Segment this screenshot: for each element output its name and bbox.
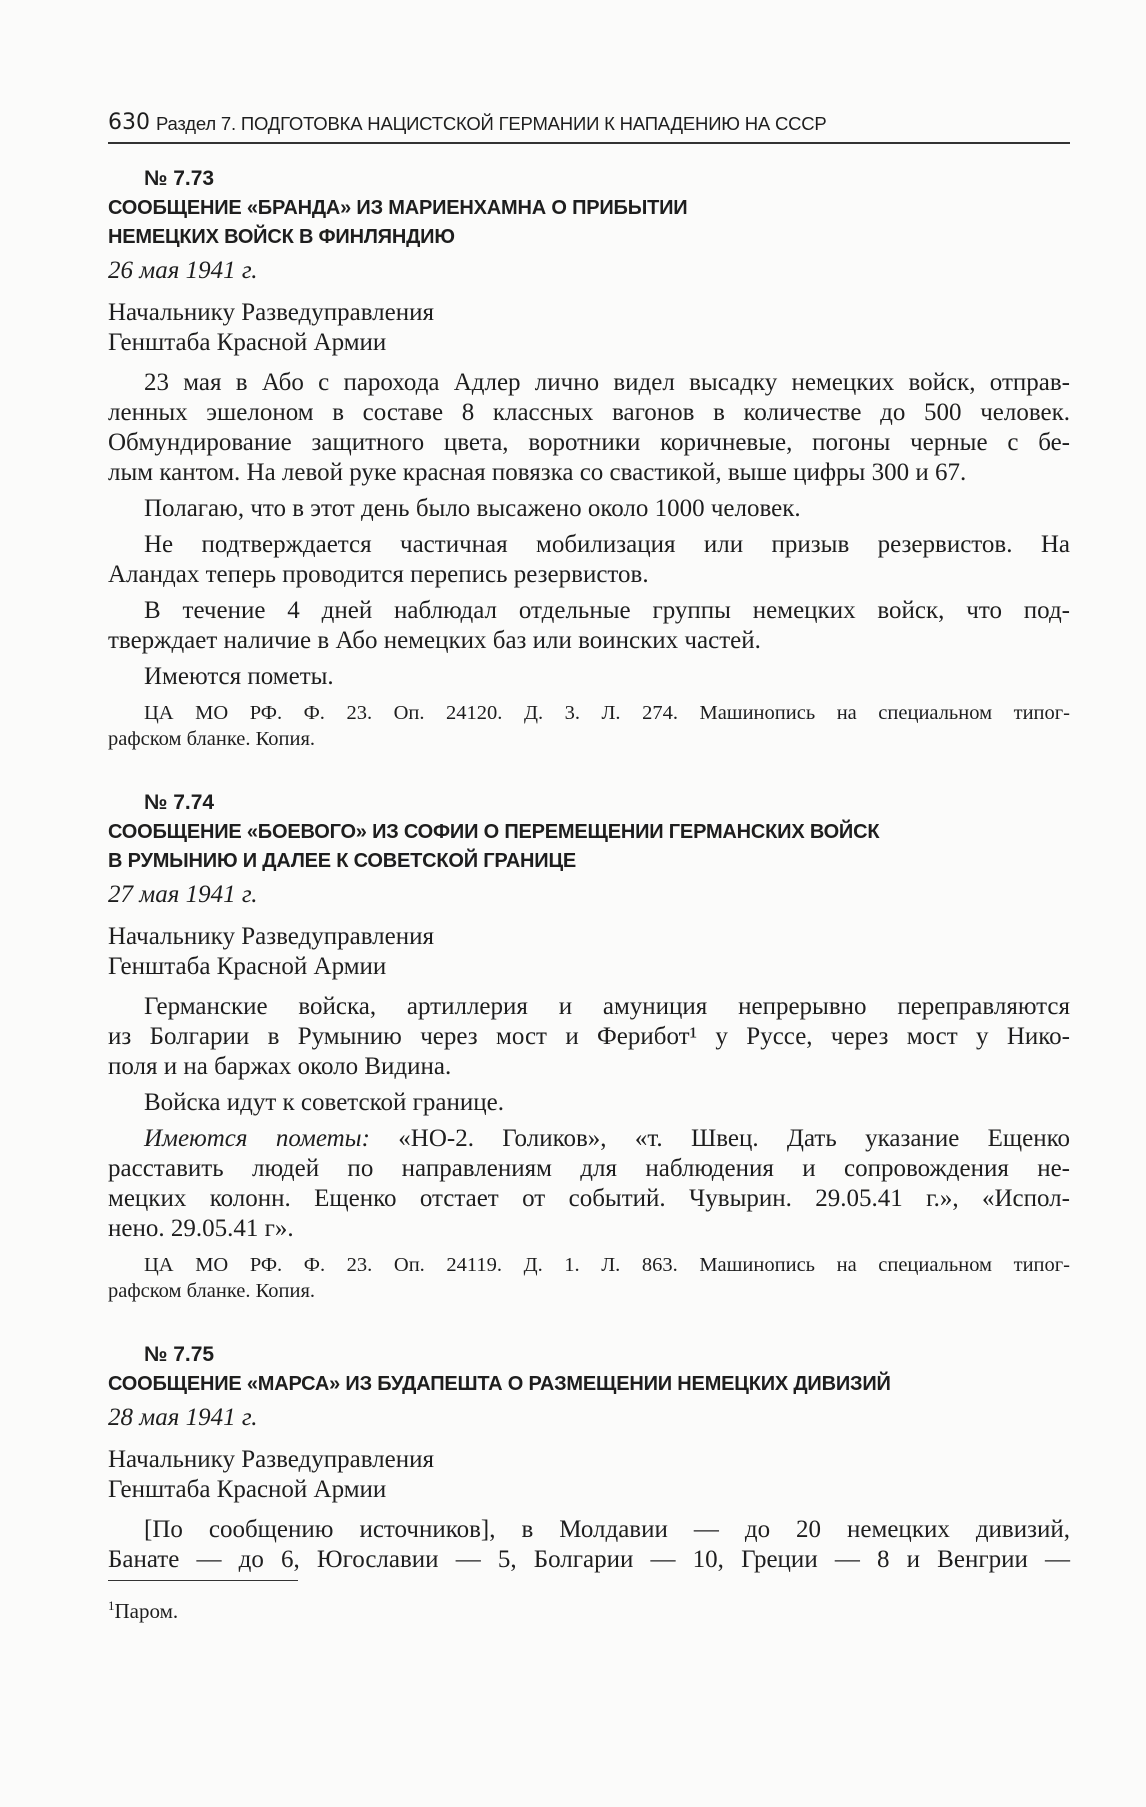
addressee-line: Генштаба Красной Армии [108,1476,387,1503]
addressee-line: Начальнику Разведуправления [108,1446,435,1473]
addressee-line: Генштаба Красной Армии [108,329,387,356]
paragraph [108,1088,1070,1118]
document-title-line: В РУМЫНИЮ И ДАЛЕЕ К СОВЕТСКОЙ ГРАНИЦЕ [108,850,577,872]
text-line: тверждает наличие в Або немецких баз или воинских частей. [108,627,761,654]
footnote-text: Паром. [114,1599,179,1623]
document [108,788,1070,1304]
text-line: Не подтверждается частичная мобилизация или призыв резервистов. На [144,531,1070,558]
document [108,1340,1070,1575]
paragraph [108,1124,1070,1244]
page-number: 630 [108,110,150,135]
running-header [108,110,1070,144]
document-title-line: СООБЩЕНИЕ «БРАНДА» ИЗ МАРИЕНХАМНА О ПРИБЫТИИ [108,197,688,219]
spacer [108,358,1070,368]
document-number: № 7.73 [144,167,215,190]
italic-lead: Имеются пометы: [144,1125,370,1152]
spacer [108,1505,1070,1515]
text-line: Имеются пометы. [144,663,334,690]
paragraph [108,530,1070,590]
spacer [108,1435,1070,1445]
paragraph [108,1515,1070,1575]
text-line: лым кантом. На левой руке красная повязка со свастикой, выше цифры 300 и 67. [108,459,967,486]
text-line: ленных эшелоном в составе 8 классных вагонов в количестве до 500 человек. [108,399,1070,426]
document-number: № 7.75 [144,1343,215,1366]
document-number: № 7.74 [144,791,215,814]
text-line: [По сообщению источников], в Молдавии — до 20 немецких дивизий, [144,1516,1070,1543]
document [108,164,1070,752]
addressee-line: Начальнику Разведуправления [108,923,435,950]
addressee-line: Начальнику Разведуправления [108,299,435,326]
citation-line: ЦА МО РФ. Ф. 23. Оп. 24119. Д. 1. Л. 863. Машинопись на специальном типог- [144,1254,1070,1276]
spacer [108,982,1070,992]
text-line: Аландах теперь проводится перепись резервистов. [108,561,649,588]
document-title-line: СООБЩЕНИЕ «МАРСА» ИЗ БУДАПЕШТА О РАЗМЕЩЕНИИ НЕМЕЦКИХ ДИВИЗИЙ [108,1373,891,1395]
text-line: из Болгарии в Румынию через мост и Ферибот¹ у Руссе, через мост у Нико- [108,1023,1070,1050]
paragraph [108,662,1070,692]
footnote-divider [108,1580,298,1581]
document-title-line: СООБЩЕНИЕ «БОЕВОГО» ИЗ СОФИИ О ПЕРЕМЕЩЕНИИ ГЕРМАНСКИХ ВОЙСК [108,821,880,843]
footnote [108,1598,178,1624]
document-title-line: НЕМЕЦКИХ ВОЙСК В ФИНЛЯНДИЮ [108,226,455,248]
archive-citation [108,1252,1070,1304]
text-line: расставить людей по направлениям для наблюдения и сопровождения не- [108,1155,1070,1182]
text-line [108,1124,1070,1154]
citation-line: ЦА МО РФ. Ф. 23. Оп. 24120. Д. 3. Л. 274. Машинопись на специальном типог- [144,702,1070,724]
page-content [108,160,1070,1581]
text-line: Войска идут к советской границе. [144,1089,504,1116]
paragraph [108,596,1070,656]
citation-line: рафском бланке. Копия. [108,728,316,750]
text-line: Полагаю, что в этот день было высажено около 1000 человек. [144,495,801,522]
document-date: 26 мая 1941 г. [108,257,258,284]
text-line: Германские войска, артиллерия и амуниция непрерывно переправляются [144,993,1070,1020]
section-title: Раздел 7. ПОДГОТОВКА НАЦИСТСКОЙ ГЕРМАНИИ К НАПАДЕНИЮ НА СССР [156,113,827,134]
archive-citation [108,700,1070,752]
citation-line: рафском бланке. Копия. [108,1280,316,1302]
text-line: мецких колонн. Ещенко отстает от событий. Чувырин. 29.05.41 г.», «Испол- [108,1185,1070,1212]
text-line: 23 мая в Або с парохода Адлер лично видел высадку немецких войск, отправ- [144,369,1070,396]
text-line: Банате — до 6, Югославии — 5, Болгарии — 10, Греции — 8 и Венгрии — [108,1546,1070,1573]
addressee-line: Генштаба Красной Армии [108,953,387,980]
text-line: нено. 29.05.41 г». [108,1215,294,1242]
text-line: В течение 4 дней наблюдал отдельные группы немецких войск, что под- [144,597,1070,624]
footnote-marker: 1 [108,1598,115,1613]
spacer [108,288,1070,298]
paragraph [108,494,1070,524]
paragraph [108,368,1070,488]
text-run: «НО-2. Голиков», «т. Швец. Дать указание Ещенко [369,1125,1071,1152]
text-line: поля и на баржах около Видина. [108,1053,452,1080]
document-date: 28 мая 1941 г. [108,1404,258,1431]
document-date: 27 мая 1941 г. [108,881,258,908]
text-line: Обмундирование защитного цвета, воротники коричневые, погоны черные с бе- [108,429,1070,456]
paragraph [108,992,1070,1082]
spacer [108,912,1070,922]
